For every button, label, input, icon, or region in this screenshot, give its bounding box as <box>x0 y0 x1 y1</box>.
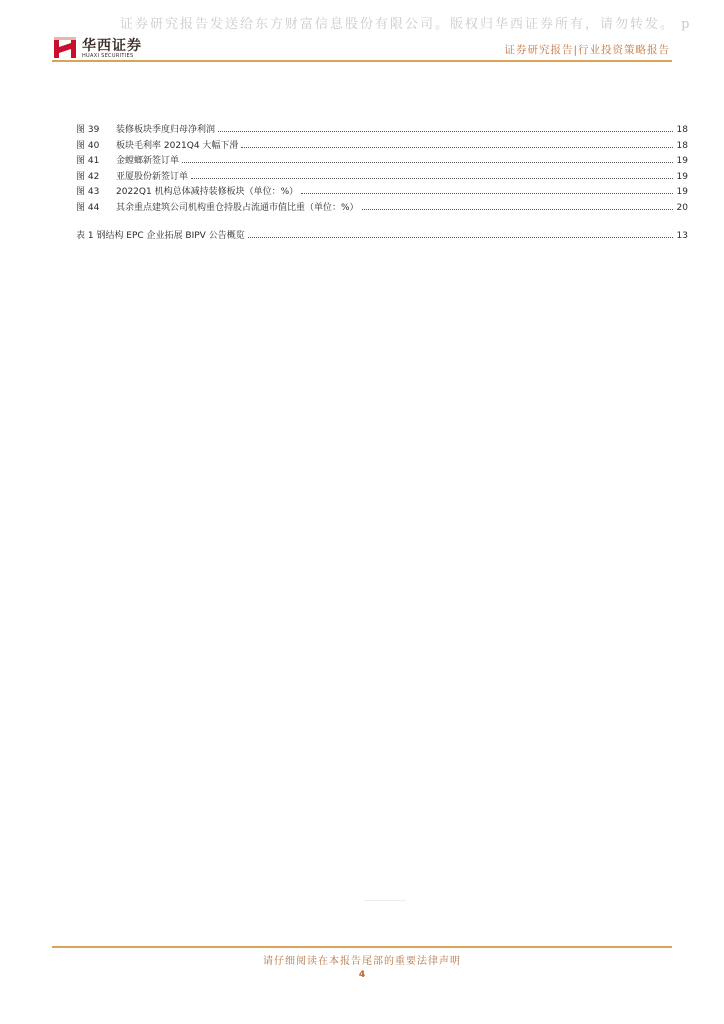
toc-entry[interactable] <box>76 169 688 185</box>
footer-divider <box>52 946 672 948</box>
toc-entry-number: 图 44 <box>76 202 100 213</box>
toc-entry[interactable] <box>76 138 688 154</box>
logo-name-en: HUAXI SECURITIES <box>82 53 134 59</box>
toc-entry-page: 19 <box>676 156 688 167</box>
tables-list <box>76 228 688 244</box>
toc-entry-number: 图 43 <box>76 187 100 198</box>
toc-entry-page: 20 <box>676 202 688 213</box>
toc-entry-number: 图 40 <box>76 140 100 151</box>
toc-entry-page: 13 <box>676 230 688 241</box>
toc-spacer <box>76 216 688 228</box>
toc-entry-title: 表 1 钢结构 EPC 企业拓展 BIPV 公告概览 <box>76 230 245 241</box>
toc-dot-leader <box>182 154 673 163</box>
toc-entry[interactable] <box>76 228 688 244</box>
report-type: 证券研究报告|行业投资策略报告 <box>504 44 670 56</box>
toc-dot-leader <box>362 201 673 210</box>
toc-entry-page: 18 <box>676 125 688 135</box>
toc-entry-title: 板块毛利率 2021Q4 大幅下滑 <box>116 140 239 151</box>
toc-entry-title: 2022Q1 机构总体减持装修板块（单位：%） <box>116 187 299 198</box>
toc-entry-page: 19 <box>676 187 688 198</box>
toc-entry-number: 图 41 <box>76 156 100 167</box>
toc-entry-title: 其余重点建筑公司机构重仓持股占流通市值比重（单位：%） <box>116 202 359 213</box>
footer-disclaimer: 请仔细阅读在本报告尾部的重要法律声明 <box>263 956 461 967</box>
decorative-mark <box>364 900 406 901</box>
toc-entry-number: 图 39 <box>76 125 100 135</box>
toc-dot-leader <box>191 170 673 179</box>
toc-entry-page: 19 <box>676 171 688 182</box>
toc-entry-title: 亚厦股份新签订单 <box>116 171 189 182</box>
toc-entry-page: 18 <box>676 140 688 151</box>
page-number: 4 <box>358 970 366 980</box>
toc-entry[interactable] <box>76 122 688 138</box>
watermark-text: 证券研究报告发送给东方财富信息股份有限公司。版权归华西证券所有，请勿转发。 p <box>120 17 692 32</box>
toc-entry[interactable] <box>76 200 688 216</box>
toc-entry-title: 金螳螂新签订单 <box>116 156 180 167</box>
figures-list <box>76 122 688 216</box>
company-logo <box>52 34 162 62</box>
logo-name-cn: 华西证券 <box>82 38 142 54</box>
toc-dot-leader <box>241 139 673 148</box>
table-of-contents <box>76 122 688 243</box>
toc-entry-title: 装修板块季度归母净利润 <box>116 125 216 135</box>
toc-entry[interactable] <box>76 184 688 200</box>
toc-dot-leader <box>248 229 673 238</box>
toc-dot-leader <box>301 185 673 194</box>
toc-entry[interactable] <box>76 153 688 169</box>
toc-dot-leader <box>218 123 673 132</box>
toc-entry-number: 图 42 <box>76 171 100 182</box>
logo-icon <box>52 34 78 60</box>
header-divider <box>52 60 672 62</box>
watermark <box>0 13 724 33</box>
